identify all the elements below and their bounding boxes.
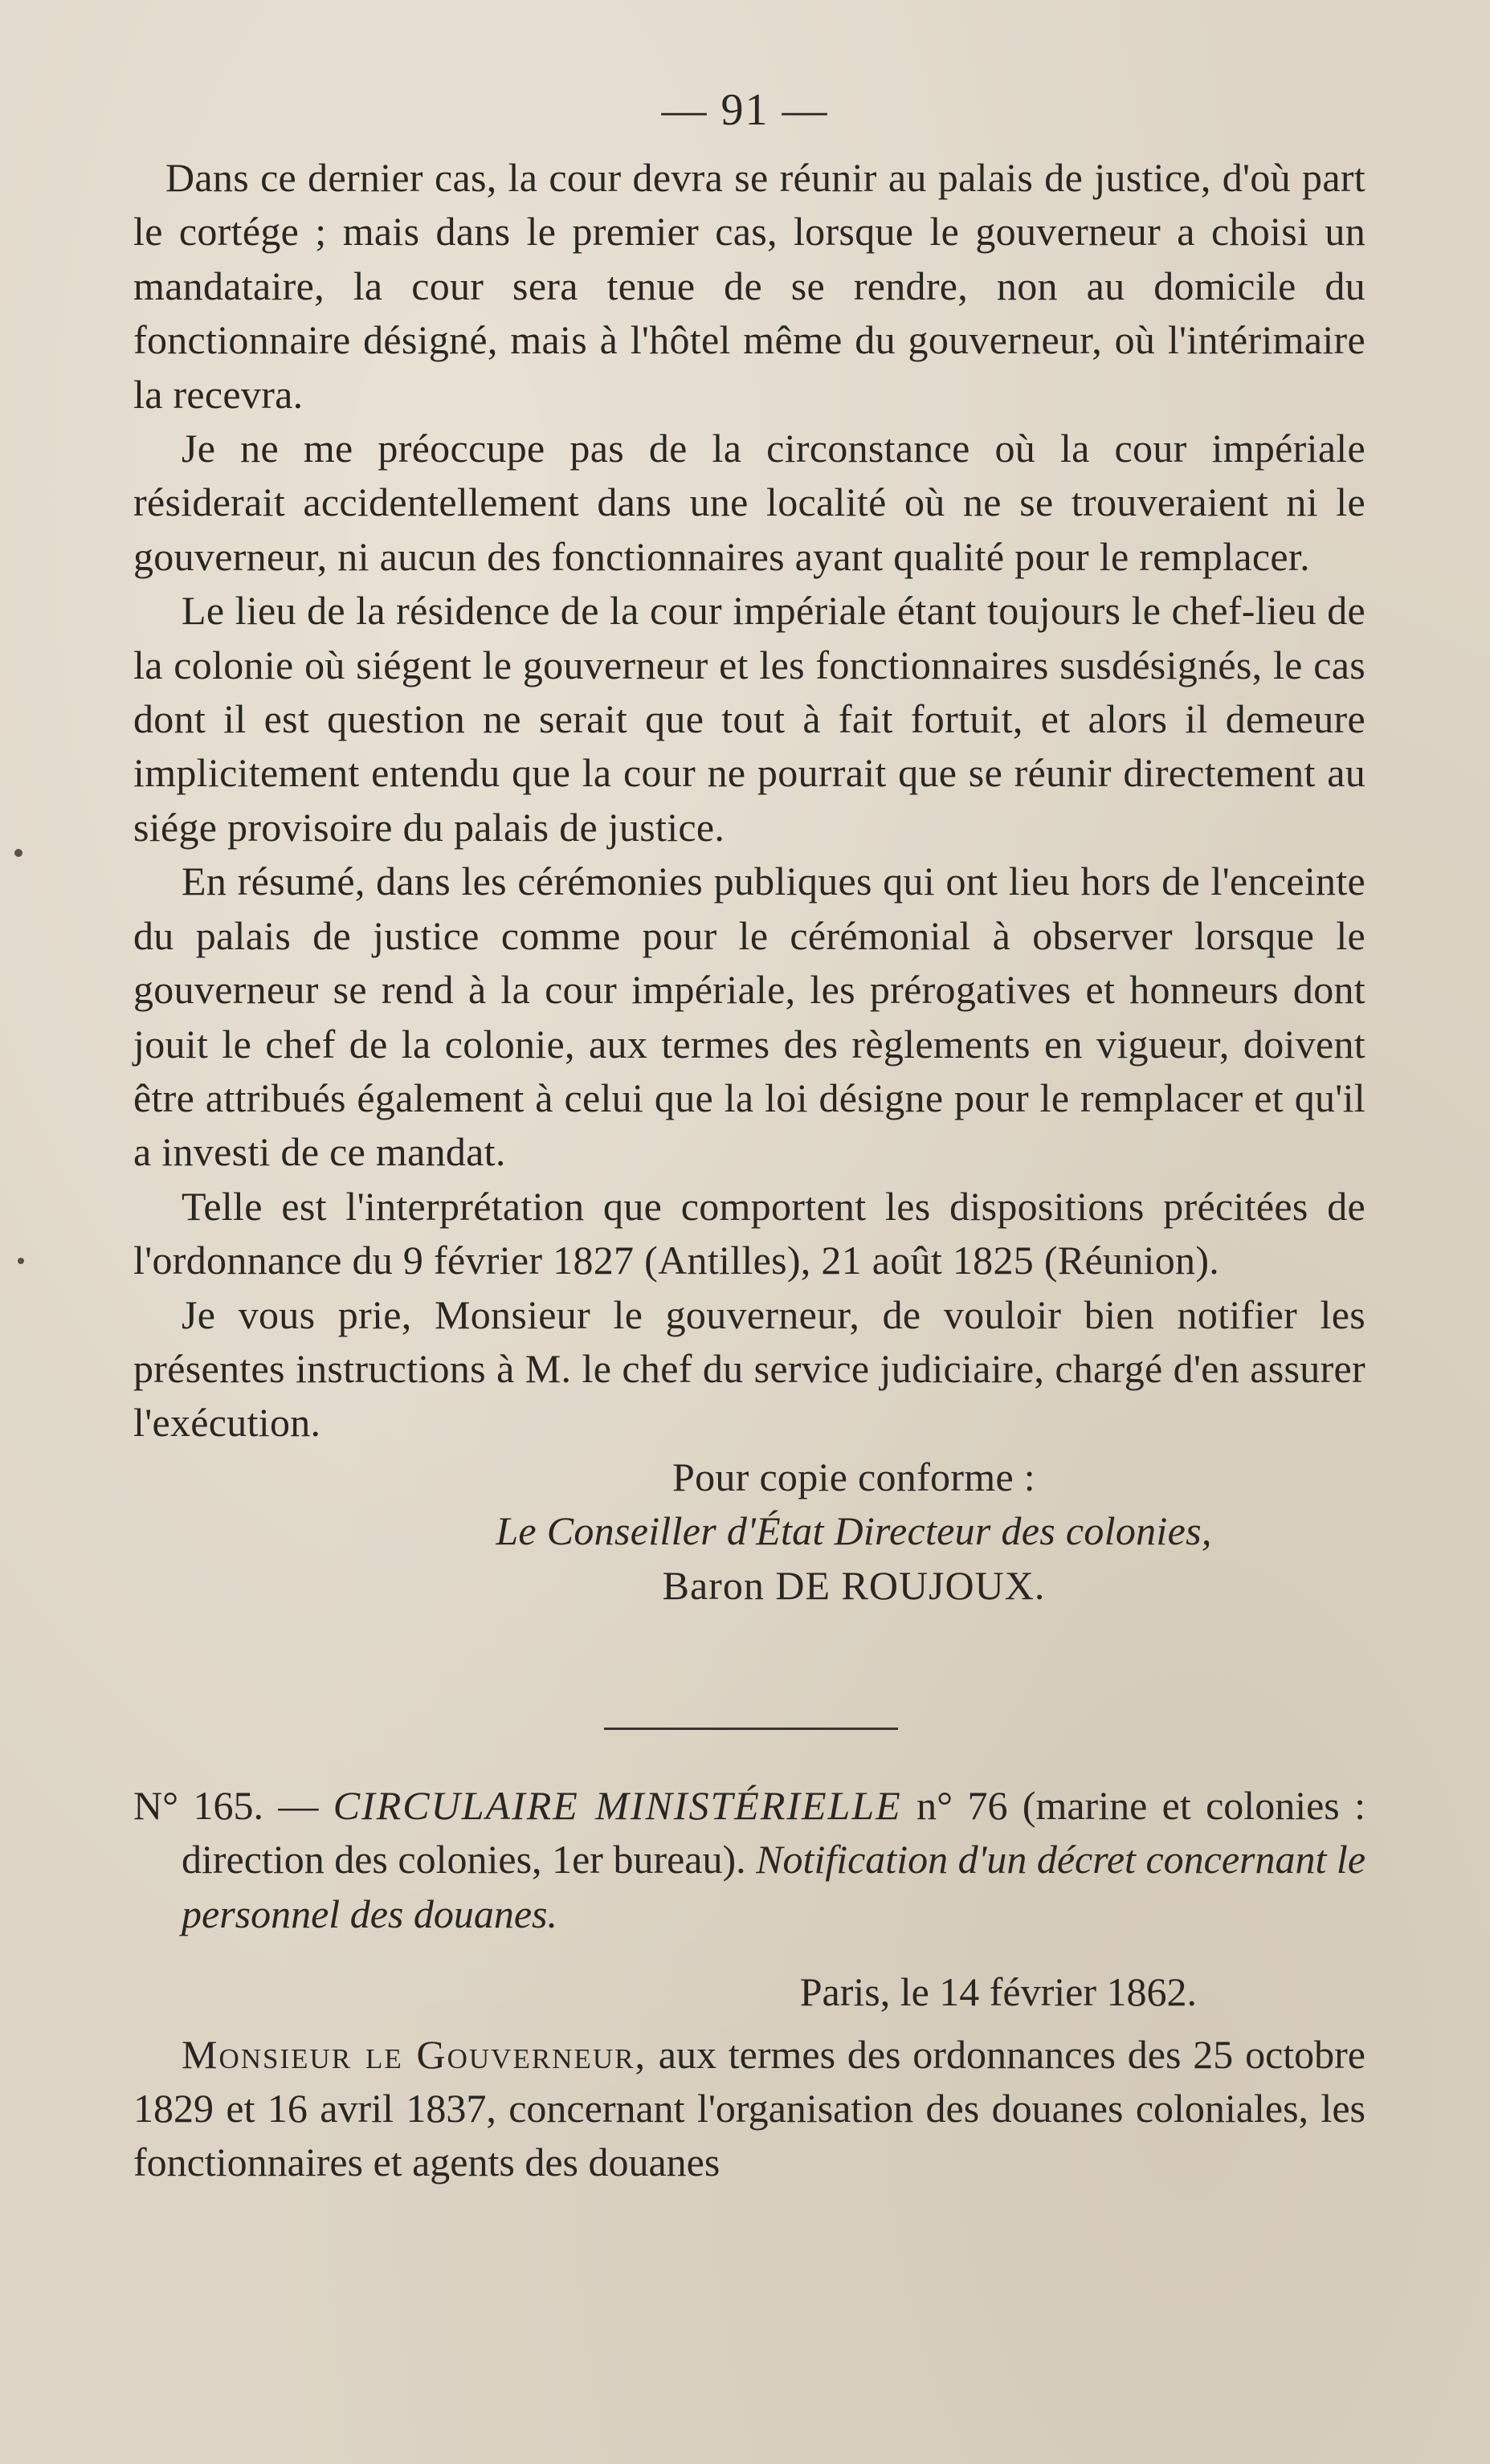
paragraph: Telle est l'interprétation que comportent les dispositions précitées de l'ordonnance du 9 février 1827 (Antilles), 21 août 1825 (Réunion). xyxy=(133,1183,1365,1283)
signatory-title: Le Conseiller d'État Directeur des colonies, xyxy=(496,1508,1212,1554)
circular-section xyxy=(133,1779,1365,2190)
section-divider xyxy=(604,1728,898,1730)
salutation: Monsieur le Gouverneur, xyxy=(182,2031,647,2077)
circular-number: N° 165. — xyxy=(133,1783,319,1828)
paragraph: Dans ce dernier cas, la cour devra se réunir au palais de justice, d'où part le cortége ; mais dans le premier cas, lorsque le gouverneur a choisi un mandataire, la cour sera tenue de se rendre, non au domicile du fonctionnaire désigné, mais à l'hôtel même du gouverneur, où l'intérimaire la recevra. xyxy=(133,155,1365,417)
paragraph: En résumé, dans les cérémonies publiques qui ont lieu hors de l'enceinte du palais de justice comme pour le cérémonial à observer lorsque le gouverneur se rend à la cour impériale, les prérogatives et honneurs dont jouit le chef de la colonie, aux termes des règlements en vigueur, doivent être attribués également à celui que la loi désigne pour le remplacer et qu'il a investi de ce mandat. xyxy=(133,859,1365,1175)
circular-opening xyxy=(133,2028,1365,2190)
page-number: — 91 — xyxy=(661,85,829,135)
body-text xyxy=(133,151,1365,1613)
circular-subject: Notification d'un décret concernant le personnel des douanes. xyxy=(182,1837,1366,1936)
paragraph: Je ne me préoccupe pas de la circonstance où la cour impériale résiderait accidentellement dans une localité où ne se trouveraient ni le gouverneur, ni aucun des fonctionnaires ayant qualité pour le remplacer. xyxy=(133,426,1365,579)
circular-date: Paris, le 14 février 1862. xyxy=(799,1969,1197,2015)
signatory-name: Baron DE ROUJOUX. xyxy=(662,1562,1046,1608)
opening-text: aux termes des ordonnances des 25 octobre 1829 et 16 avril 1837, concernant l'organisation des douanes coloniales, les fonctionnaires et agents des douanes xyxy=(133,2031,1366,2185)
circular-title: CIRCULAIRE MINISTÉRIELLE xyxy=(333,1783,902,1828)
margin-mark xyxy=(18,1258,24,1264)
paragraph: Le lieu de la résidence de la cour impériale étant toujours le chef-lieu de la colonie où siégent le gouverneur et les fonctionnaires susdésignés, le cas dont il est question ne serait que tout à fait fortuit, et alors il demeure implicitement entendu que la cour ne pourrait que se réunir directement au siége provisoire du palais de justice. xyxy=(133,588,1365,850)
copy-conforme-line: Pour copie conforme : xyxy=(672,1454,1035,1499)
paragraph: Je vous prie, Monsieur le gouverneur, de vouloir bien notifier les présentes instructions à M. le chef du service judiciaire, chargé d'en assurer l'exécution. xyxy=(133,1291,1365,1446)
margin-mark xyxy=(14,849,22,857)
circular-heading xyxy=(133,1779,1365,1941)
circular-reference: n° 76 (marine et colonies : direction des colonies, 1er bureau). xyxy=(182,1783,1365,1883)
